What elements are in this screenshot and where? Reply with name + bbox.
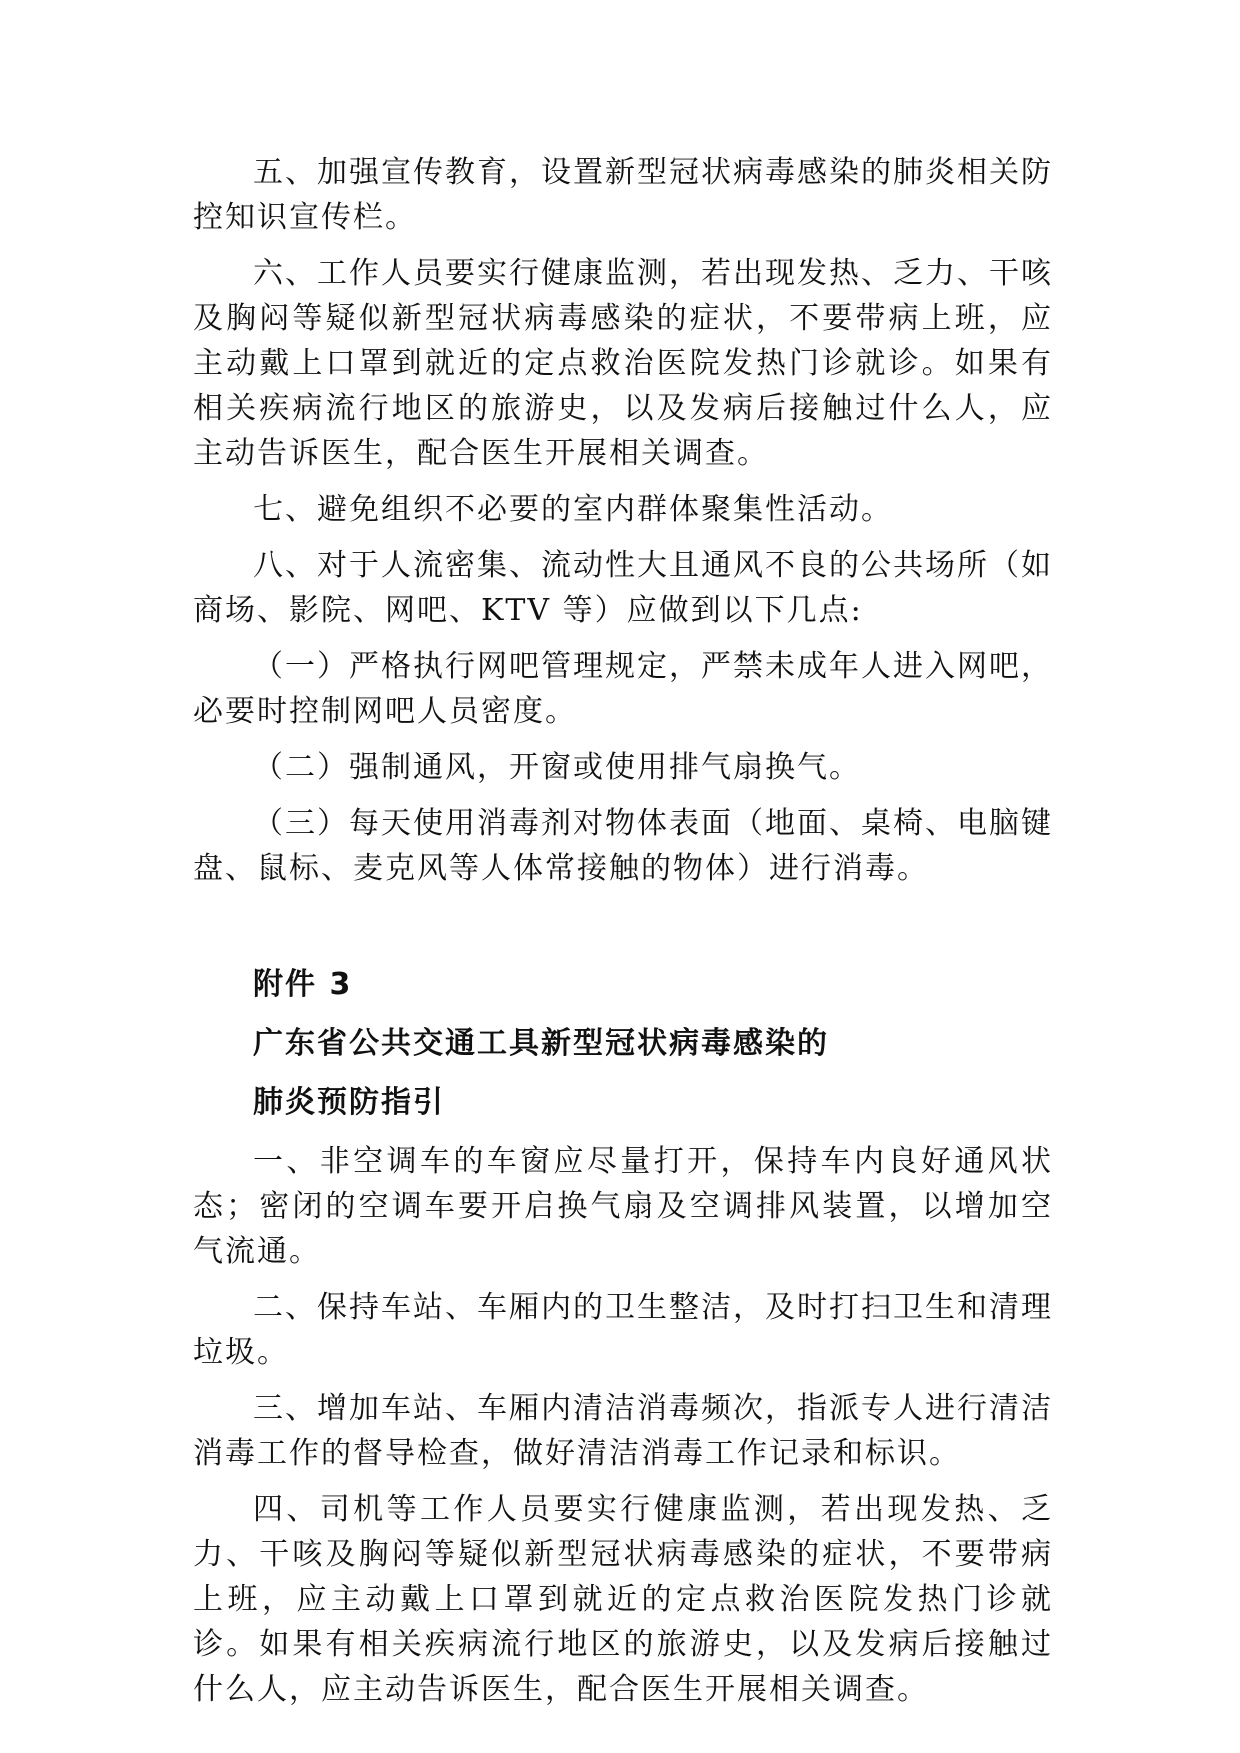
attachment-title-line-2: 肺炎预防指引 [253, 1085, 445, 1120]
paragraph-8: 八、对于人流密集、流动性大且通风不良的公共场所（如商场、影院、网吧、KTV 等）应做到以下几点: [193, 548, 1053, 628]
sub-item-2: （二）强制通风，开窗或使用排气扇换气。 [253, 750, 861, 785]
attachment-paragraph-3: 三、增加车站、车厢内清洁消毒频次，指派专人进行清洁消毒工作的督导检查，做好清洁消毒工作记录和标识。 [193, 1391, 1053, 1471]
paragraph-5: 五、加强宣传教育，设置新型冠状病毒感染的肺炎相关防控知识宣传栏。 [193, 155, 1053, 235]
attachment-paragraph-4: 四、司机等工作人员要实行健康监测，若出现发热、乏力、干咳及胸闷等疑似新型冠状病毒感染的症状，不要带病上班，应主动戴上口罩到就近的定点救治医院发热门诊就诊。如果有相关疾病流行地区的旅游史，以及发病后接触过什么人，应主动告诉医生，配合医生开展相关调查。 [193, 1492, 1053, 1707]
attachment-paragraph-2: 二、保持车站、车厢内的卫生整洁，及时打扫卫生和清理垃圾。 [193, 1290, 1053, 1370]
paragraph-6: 六、工作人员要实行健康监测，若出现发热、乏力、干咳及胸闷等疑似新型冠状病毒感染的症状，不要带病上班，应主动戴上口罩到就近的定点救治医院发热门诊就诊。如果有相关疾病流行地区的旅游史，以及发病后接触过什么人，应主动告诉医生，配合医生开展相关调查。 [193, 256, 1053, 471]
section-gap [193, 902, 1053, 962]
attachment-paragraph-1: 一、非空调车的车窗应尽量打开，保持车内良好通风状态；密闭的空调车要开启换气扇及空调排风装置，以增加空气流通。 [193, 1144, 1053, 1269]
attachment-title-line-1: 广东省公共交通工具新型冠状病毒感染的 [253, 1026, 829, 1061]
sub-item-1: （一）严格执行网吧管理规定，严禁未成年人进入网吧，必要时控制网吧人员密度。 [193, 649, 1053, 729]
paragraph-7: 七、避免组织不必要的室内群体聚集性活动。 [253, 492, 893, 527]
document-body [193, 150, 1053, 1723]
attachment-label: 附件 3 [253, 967, 353, 1002]
sub-item-3: （三）每天使用消毒剂对物体表面（地面、桌椅、电脑键盘、鼠标、麦克风等人体常接触的物体）进行消毒。 [193, 806, 1053, 886]
